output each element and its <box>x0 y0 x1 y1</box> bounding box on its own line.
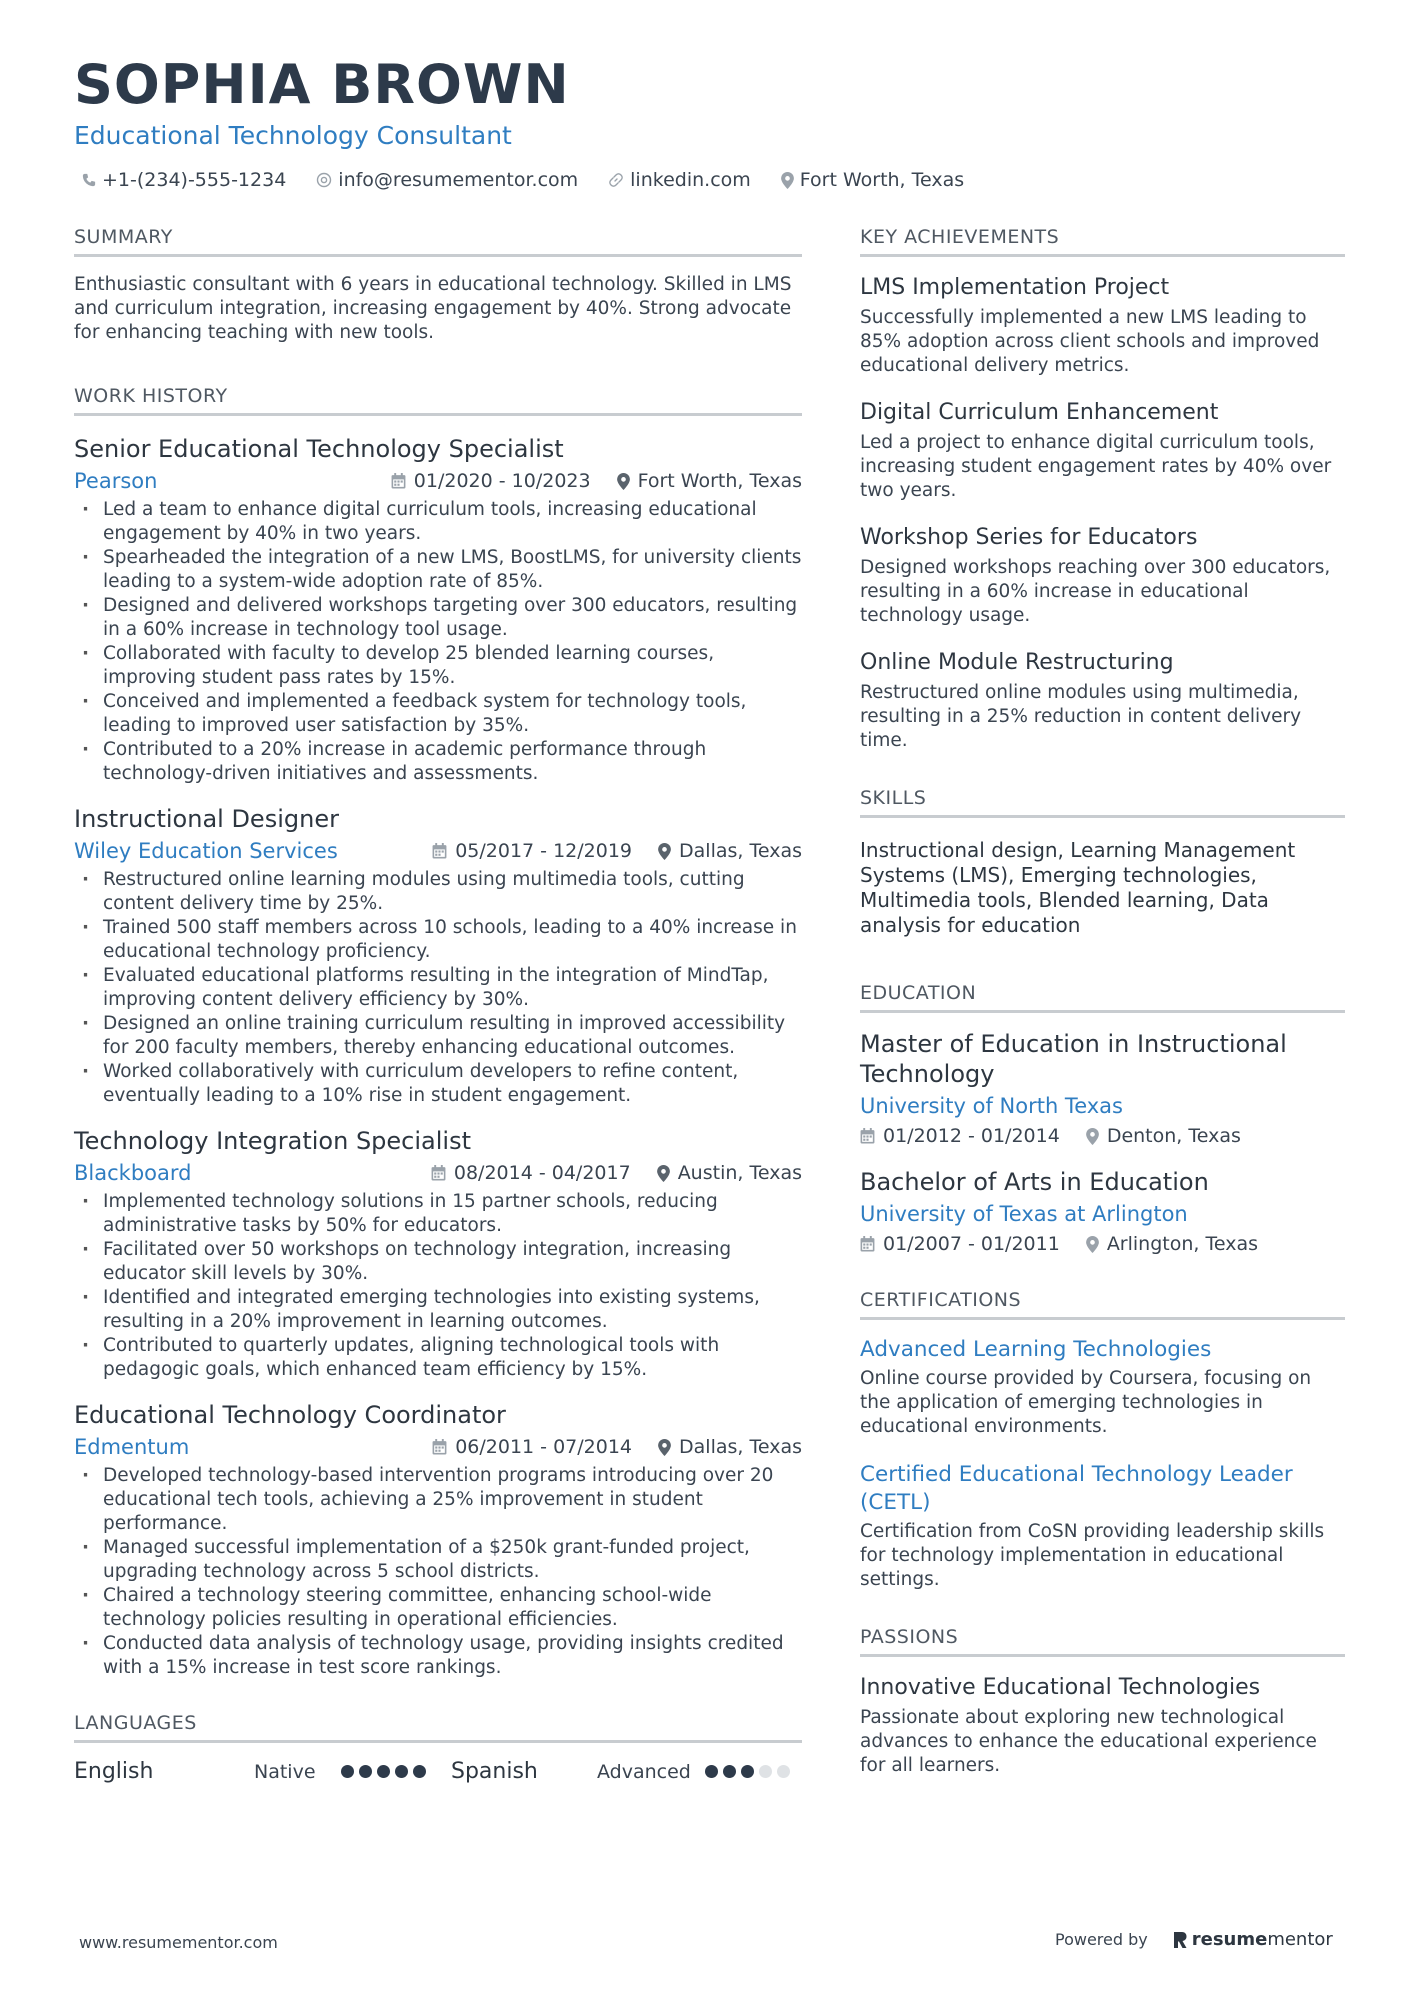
passion-item <box>860 1673 1345 1778</box>
job-entry <box>74 1400 802 1680</box>
certification-title: Certified Educational Technology Leader (CETL) <box>860 1462 1293 1515</box>
job-meta <box>74 468 802 494</box>
skills-text: Instructional design, Learning Management Systems (LMS), Emerging technologies, Multimedia tools, Blended learning, Data analysis for education <box>860 838 1296 937</box>
language-item <box>74 1759 431 1784</box>
contact-linkedin[interactable] <box>608 169 751 191</box>
brand-logo[interactable] <box>1172 1929 1333 1950</box>
work-history-heading: WORK HISTORY <box>74 385 802 416</box>
job-dates-text: 08/2014 - 04/2017 <box>453 1162 631 1184</box>
education-location-text: Arlington, Texas <box>1106 1233 1258 1255</box>
bullet-item: · Contributed to a 20% increase in academic performance through technology-driven initiatives and assessments. <box>74 738 802 786</box>
left-column <box>74 226 802 1784</box>
skills-heading: SKILLS <box>860 787 1345 818</box>
bullet-item: · Identified and integrated emerging technologies into existing systems, resulting in a 20% improvement in learning outcomes. <box>74 1286 802 1334</box>
achievement-item <box>860 273 1345 378</box>
job-location <box>657 1162 802 1184</box>
footer-website[interactable]: www.resumementor.com <box>79 1933 278 1952</box>
map-pin-icon <box>1086 1128 1099 1145</box>
education-section <box>860 982 1345 1255</box>
job-dates-text: 06/2011 - 07/2014 <box>455 1436 633 1458</box>
education-item <box>860 1029 1345 1147</box>
job-dates <box>432 1436 632 1458</box>
languages-section <box>74 1712 802 1784</box>
company-name: Edmentum <box>74 1435 190 1459</box>
education-degree: Bachelor of Arts in Education <box>860 1168 1209 1196</box>
education-location-text: Denton, Texas <box>1106 1125 1241 1147</box>
languages-row <box>74 1759 802 1784</box>
education-dates-text: 01/2007 - 01/2011 <box>883 1233 1060 1255</box>
bullet-item: · Led a team to enhance digital curriculum tools, increasing educational engagement by 40% in two years. <box>74 498 802 546</box>
bullet-item: · Facilitated over 50 workshops on technology integration, increasing educator skill levels by 30%. <box>74 1238 802 1286</box>
bullet-item: · Contributed to quarterly updates, aligning technological tools with pedagogic goals, which enhanced team efficiency by 15%. <box>74 1334 802 1382</box>
calendar-icon <box>432 843 447 859</box>
rating-dot-filled <box>413 1765 426 1778</box>
calendar-icon <box>431 1165 446 1181</box>
company-name: Pearson <box>74 469 158 493</box>
education-dates <box>860 1233 1060 1255</box>
bullet-item: · Worked collaboratively with curriculum developers to refine content, eventually leading to a 10% rise in student engagement. <box>74 1060 802 1108</box>
language-level: Advanced <box>597 1760 691 1783</box>
job-entry <box>74 434 802 786</box>
rating-dot-filled <box>705 1765 718 1778</box>
language-name: English <box>74 1759 154 1784</box>
bullet-item: · Spearheaded the integration of a new LMS, BoostLMS, for university clients leading to a system-wide adoption rate of 85%. <box>74 546 802 594</box>
job-meta <box>74 838 802 864</box>
contact-email[interactable] <box>316 169 578 191</box>
map-pin-icon <box>658 843 671 860</box>
achievement-text: Designed workshops reaching over 300 educators, resulting in a 60% increase in educational technology usage. <box>860 557 1331 626</box>
job-dates <box>432 840 632 862</box>
certification-text: Online course provided by Coursera, focusing on the application of emerging technologies in educational environments. <box>860 1368 1312 1437</box>
passions-section <box>860 1626 1345 1778</box>
job-meta <box>74 1434 802 1460</box>
company-name: Blackboard <box>74 1161 192 1185</box>
achievement-title: Workshop Series for Educators <box>860 525 1198 550</box>
achievements-heading: KEY ACHIEVEMENTS <box>860 226 1345 257</box>
education-location <box>1086 1233 1258 1255</box>
education-meta <box>860 1125 1345 1147</box>
phone-text: +1-(234)-555-1234 <box>102 169 287 191</box>
rating-dot-filled <box>395 1765 408 1778</box>
job-location-text: Austin, Texas <box>677 1162 802 1184</box>
education-degree: Master of Education in Instructional Technology <box>860 1030 1287 1088</box>
achievement-item <box>860 398 1345 503</box>
bullet-item: · Managed successful implementation of a $250k grant-funded project, upgrading technology across 5 school districts. <box>74 1536 802 1584</box>
calendar-icon <box>860 1236 875 1252</box>
bullet-item: · Designed and delivered workshops targeting over 300 educators, resulting in a 60% increase in technology tool usage. <box>74 594 802 642</box>
certification-item <box>860 1336 1345 1439</box>
phone-icon <box>82 173 96 187</box>
achievement-title: Digital Curriculum Enhancement <box>860 400 1219 425</box>
certification-text: Certification from CoSN providing leadership skills for technology implementation in educational settings. <box>860 1521 1325 1590</box>
company-name: Wiley Education Services <box>74 839 338 863</box>
map-pin-icon <box>617 473 630 490</box>
bullet-item: · Chaired a technology steering committee, enhancing school-wide technology policies resulting in operational efficiencies. <box>74 1584 802 1632</box>
certification-item <box>860 1461 1345 1592</box>
candidate-name: SOPHIA BROWN <box>74 53 570 116</box>
rating-dot-filled <box>723 1765 736 1778</box>
language-rating <box>705 1765 795 1778</box>
location-text: Fort Worth, Texas <box>799 169 965 191</box>
contact-phone[interactable] <box>82 169 286 191</box>
candidate-title: Educational Technology Consultant <box>74 121 512 150</box>
certifications-heading: CERTIFICATIONS <box>860 1289 1345 1320</box>
language-rating <box>341 1765 431 1778</box>
job-dates <box>391 470 591 492</box>
link-icon <box>608 172 624 188</box>
job-bullets <box>74 1190 802 1382</box>
powered-by-label: Powered by <box>1055 1930 1148 1949</box>
bullet-item: · Designed an online training curriculum resulting in improved accessibility for 200 faculty members, thereby enhancing educational outcomes. <box>74 1012 802 1060</box>
certification-title: Advanced Learning Technologies <box>860 1337 1212 1362</box>
achievement-text: Successfully implemented a new LMS leading to 85% adoption across client schools and improved educational delivery metrics. <box>860 307 1320 376</box>
languages-heading: LANGUAGES <box>74 1712 802 1743</box>
brand-bold: resume <box>1191 1929 1268 1950</box>
passion-title: Innovative Educational Technologies <box>860 1675 1261 1700</box>
passion-text: Passionate about exploring new technological advances to enhance the educational experience for all learners. <box>860 1707 1317 1776</box>
summary-heading: SUMMARY <box>74 226 802 257</box>
bullet-item: · Conceived and implemented a feedback system for technology tools, leading to improved user satisfaction by 35%. <box>74 690 802 738</box>
rating-dot-empty <box>759 1765 772 1778</box>
footer-powered <box>1055 1929 1333 1950</box>
linkedin-text: linkedin.com <box>630 169 751 191</box>
rating-dot-empty <box>777 1765 790 1778</box>
education-meta <box>860 1233 1345 1255</box>
job-dates-text: 05/2017 - 12/2019 <box>455 840 633 862</box>
map-pin-icon <box>658 1439 671 1456</box>
achievement-item <box>860 648 1345 753</box>
language-item <box>451 1759 802 1784</box>
summary-text: Enthusiastic consultant with 6 years in educational technology. Skilled in LMS and curriculum integration, increasing engagement by 40%. Strong advocate for enhancing teaching with new tools. <box>74 274 792 343</box>
summary-section <box>74 226 802 345</box>
job-bullets <box>74 868 802 1108</box>
job-bullets <box>74 498 802 786</box>
map-pin-icon <box>781 172 794 189</box>
achievements-section <box>860 226 1345 753</box>
rating-dot-filled <box>341 1765 354 1778</box>
passions-heading: PASSIONS <box>860 1626 1345 1657</box>
job-dates <box>431 1162 631 1184</box>
job-meta <box>74 1160 802 1186</box>
certifications-section <box>860 1289 1345 1592</box>
bullet-item: · Developed technology-based intervention programs introducing over 20 educational tech tools, achieving a 25% improvement in student performance. <box>74 1464 802 1536</box>
skills-section <box>860 787 1345 938</box>
education-item <box>860 1167 1345 1255</box>
calendar-icon <box>860 1128 875 1144</box>
education-location <box>1086 1125 1241 1147</box>
achievement-text: Restructured online modules using multimedia, resulting in a 25% reduction in content delivery time. <box>860 682 1302 751</box>
education-school: University of Texas at Arlington <box>860 1202 1188 1226</box>
brand-rest: mentor <box>1267 1929 1333 1950</box>
right-column <box>860 226 1345 1798</box>
education-school: University of North Texas <box>860 1094 1123 1118</box>
bullet-item: · Trained 500 staff members across 10 schools, leading to a 40% increase in educational technology proficiency. <box>74 916 802 964</box>
bullet-item: · Evaluated educational platforms resulting in the integration of MindTap, improving content delivery efficiency by 30%. <box>74 964 802 1012</box>
at-icon <box>316 172 332 188</box>
education-dates-text: 01/2012 - 01/2014 <box>883 1125 1060 1147</box>
email-text: info@resumementor.com <box>338 169 579 191</box>
education-heading: EDUCATION <box>860 982 1345 1013</box>
job-location-text: Dallas, Texas <box>679 1436 802 1458</box>
rating-dot-filled <box>359 1765 372 1778</box>
rating-dot-filled <box>741 1765 754 1778</box>
education-dates <box>860 1125 1060 1147</box>
job-title: Senior Educational Technology Specialist <box>74 435 564 463</box>
job-dates-text: 01/2020 - 10/2023 <box>413 470 591 492</box>
contact-location <box>781 169 964 191</box>
job-entry <box>74 804 802 1108</box>
rating-dot-filled <box>377 1765 390 1778</box>
job-location-text: Dallas, Texas <box>679 840 802 862</box>
map-pin-icon <box>1086 1236 1099 1253</box>
calendar-icon <box>432 1439 447 1455</box>
achievement-text: Led a project to enhance digital curriculum tools, increasing student engagement rates by 40% over two years. <box>860 432 1332 501</box>
resumementor-logo-icon <box>1172 1930 1188 1950</box>
language-level: Native <box>254 1760 316 1783</box>
bullet-item: · Restructured online learning modules using multimedia tools, cutting content delivery time by 25%. <box>74 868 802 916</box>
job-title: Educational Technology Coordinator <box>74 1401 506 1429</box>
calendar-icon <box>391 473 406 489</box>
bullet-item: · Collaborated with faculty to develop 25 blended learning courses, improving student pass rates by 15%. <box>74 642 802 690</box>
language-name: Spanish <box>451 1759 538 1784</box>
job-location <box>658 1436 802 1458</box>
achievement-item <box>860 523 1345 628</box>
job-title: Technology Integration Specialist <box>74 1127 471 1155</box>
job-title: Instructional Designer <box>74 805 339 833</box>
job-location <box>658 840 802 862</box>
bullet-item: · Implemented technology solutions in 15 partner schools, reducing administrative tasks by 50% for educators. <box>74 1190 802 1238</box>
job-location-text: Fort Worth, Texas <box>637 470 802 492</box>
achievement-title: Online Module Restructuring <box>860 650 1174 675</box>
bullet-item: · Conducted data analysis of technology usage, providing insights credited with a 15% increase in test score rankings. <box>74 1632 802 1680</box>
contact-bar <box>82 169 994 191</box>
job-entry <box>74 1126 802 1382</box>
job-bullets <box>74 1464 802 1680</box>
achievement-title: LMS Implementation Project <box>860 275 1170 300</box>
work-history-section <box>74 385 802 1680</box>
job-location <box>617 470 802 492</box>
map-pin-icon <box>657 1165 670 1182</box>
